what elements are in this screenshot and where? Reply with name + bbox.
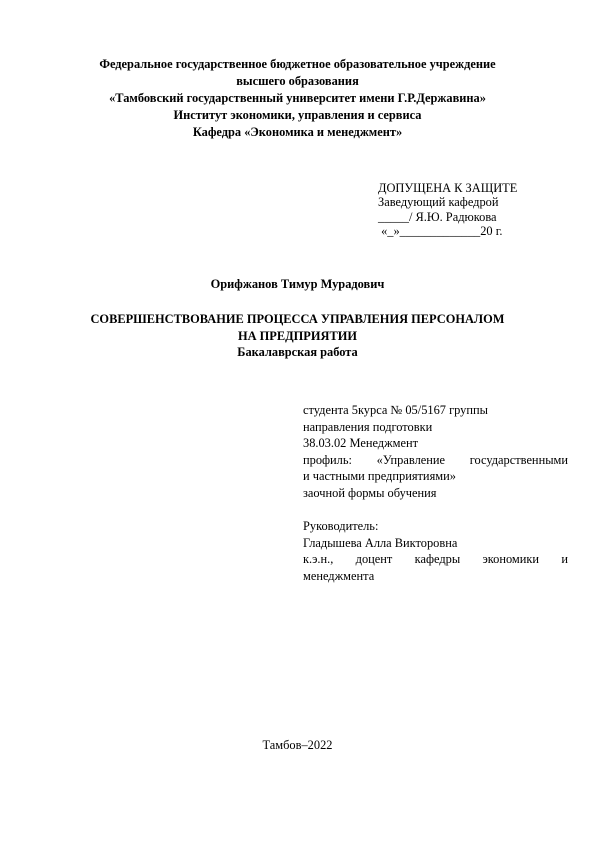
supervisor-label: Руководитель: <box>303 519 379 534</box>
approval-heading: ДОПУЩЕНА К ЗАЩИТЕ <box>378 181 518 195</box>
student-profile <box>303 452 568 469</box>
supervisor-position <box>303 551 568 568</box>
student-study-form: заочной формы обучения <box>303 485 437 500</box>
thesis-title-line-1: СОВЕРШЕНСТВОВАНИЕ ПРОЦЕССА УПРАВЛЕНИЯ ПЕРСОНАЛОМ <box>90 312 505 326</box>
header-line-department: Кафедра «Экономика и менеджмент» <box>192 125 403 139</box>
profile-word: профиль: <box>303 452 352 467</box>
position-word: и <box>561 552 568 567</box>
student-direction-label: направления подготовки <box>303 419 433 434</box>
approval-date: «_»_____________20 г. <box>378 224 503 239</box>
position-word: экономики <box>482 552 540 567</box>
student-profile-continued: и частными предприятиями» <box>303 469 456 484</box>
profile-word: государственными <box>469 452 568 467</box>
approval-block <box>378 181 517 239</box>
city-year: Тамбов–2022 <box>262 738 333 752</box>
student-course-group: студента 5курса № 05/5167 группы <box>303 403 488 417</box>
position-word: кафедры <box>414 552 461 567</box>
institution-header <box>0 56 595 141</box>
approval-role: Заведующий кафедрой <box>378 195 499 210</box>
thesis-type: Бакалаврская работа <box>237 345 358 359</box>
spacer <box>303 502 568 519</box>
profile-word: «Управление <box>376 452 446 467</box>
position-word: к.э.н., <box>303 552 334 567</box>
approval-signature: _____/ Я.Ю. Радюкова <box>378 209 497 224</box>
student-info <box>303 402 568 585</box>
supervisor-position-continued: менеджмента <box>303 568 375 583</box>
thesis-title-line-2: НА ПРЕДПРИЯТИИ <box>237 328 357 343</box>
student-direction-code: 38.03.02 Менеджмент <box>303 436 419 451</box>
header-line-education-level: высшего образования <box>236 74 359 88</box>
header-line-federal: Федеральное государственное бюджетное образовательное учреждение <box>99 57 496 71</box>
thesis-title <box>0 311 595 361</box>
position-word: доцент <box>355 552 393 567</box>
header-line-university: «Тамбовский государственный университет имени Г.Р.Державина» <box>109 91 486 105</box>
header-line-institute: Институт экономики, управления и сервиса <box>173 108 422 122</box>
author-name: Орифжанов Тимур Мурадович <box>210 277 385 291</box>
supervisor-name: Гладышева Алла Викторовна <box>303 535 458 550</box>
